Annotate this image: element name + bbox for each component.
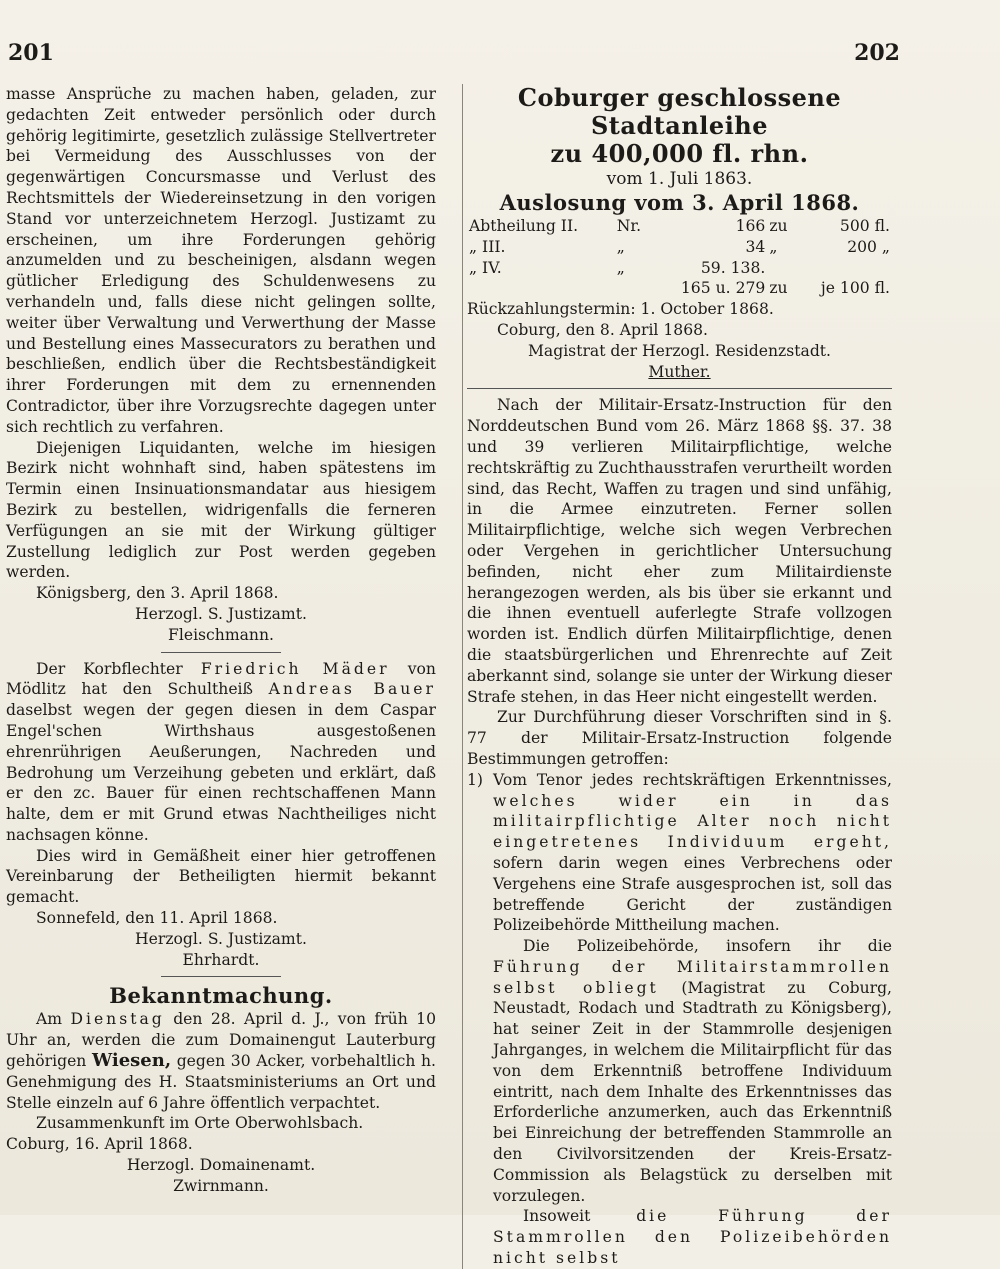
divider [467, 388, 892, 389]
lease-heading: Bekanntmachung. [109, 983, 333, 1009]
person-name-bauer: Andreas Bauer [268, 680, 436, 699]
lease-authority: Herzogl. Domainenamt. [126, 1156, 316, 1175]
concurs-paragraph-2: Diejenigen Liquidanten, welche im hiesigen Bezirk nicht wohnhaft sind, haben spätestens im Termin einen Insinuationsmandatar aus hiesigem Bezirk zu bestellen, widrigenfalls die ferneren Verfügungen an sie mit der Wirkung gültiger Zustellung lediglich zur Post werden gegeben werden. [6, 438, 436, 582]
loan-place-date: Coburg, den 8. April 1868. [497, 320, 709, 339]
military-paragraph-2: Zur Durchführung dieser Vorschriften sind in §. 77 der Militair-Ersatz-Instruction folgende Bestimmungen getroffen: [467, 708, 892, 768]
cell-number: 166 [735, 217, 766, 235]
concurs-notice [6, 84, 436, 646]
loan-title-line-2: zu 400,000 fl. rhn. [550, 139, 809, 168]
apology-paragraph-1: Der Korbflechter Friedrich Mäder von Mödlitz hat den Schultheiß Andreas Bauer daselbst wegen der gegen diesen in dem Caspar Engel'schen Wirthshaus ausgestoßenen ehrenrührigen Aeußerungen, Nachreden und Bedrohung um Verzeihung gebeten und erklärt, daß er den zc. Bauer für einen rechtschaffenen Mann halte, dem er mit Grund etwas Nachtheiliges nicht nachsagen könne. [6, 659, 436, 844]
cell-amount: 200 „ [847, 237, 890, 256]
military-notice [467, 395, 892, 1268]
table-row [467, 278, 892, 299]
cell-nr: „ [616, 237, 625, 256]
person-name-maeder: Friedrich Mäder [200, 659, 390, 678]
lease-place-date: Coburg, 16. April 1868. [6, 1135, 193, 1154]
cell-label: „ III. [469, 237, 506, 256]
table-row [467, 258, 892, 279]
cell-number: 165 u. 279 [680, 279, 766, 298]
concurs-place-date: Königsberg, den 3. April 1868. [36, 584, 279, 603]
cell-label: „ IV. [469, 258, 502, 277]
table-row [467, 237, 892, 258]
military-paragraph-1: Nach der Militair-Ersatz-Instruction für den Norddeutschen Bund vom 26. März 1868 §§. 37. 38 und 39 verlieren Militairpflichtige, welche rechtskräftig zu Zuchthausstrafen verurtheilt worden sind, das Recht, Waffen zu tragen und sind unfähig, in die Armee einzutreten. Ferner sollen Militairpflichtige, welche sich wegen Verbrechen oder Vergehen in gerichtlicher Untersuchung befinden, nicht eher zum Militairdienste herangezogen werden, als bis über sie erkannt und die ihnen eventuell auferlegte Strafe vollzogen worden ist. Endlich dürfen Militairpflichtige, denen die staatsbürgerlichen und Ehrenrechte auf Zeit aberkannt sind, solange sie unter der Wirkung dieser Strafe stehen, in das Heer nicht eingestellt werden. [467, 396, 892, 706]
loan-subtitle: vom 1. Juli 1863. [606, 169, 753, 189]
lease-paragraph-1: Am Dienstag den 28. April d. J., von früh 10 Uhr an, werden die zum Domainengut Lauterburg gehörigen Wiesen, gegen 30 Acker, vorbehaltlich h. Genehmigung des H. Staatsministeriums an Ort und Stelle einzeln auf 6 Jahre öffentlich verpachtet. [6, 1010, 436, 1112]
concurs-paragraph-1: masse Ansprüche zu machen haben, geladen, zur gedachten Zeit entweder persönlich oder durch gehörig legitimirte, gesetzlich zulässige Stellvertreter bei Vermeidung des Ausschlusses von der gegenwärtigen Concursmasse und Verlust des Rechtsmittels der Wiedereinsetzung in den vorigen Stand vor unterzeichnetem Herzogl. Justizamt zu erscheinen, um ihre Forderungen gehörig anzumelden und zu bescheinigen, alsdann wegen gütlicher Erledigung des Schuldenwesens zu verhandeln und, falls diese nicht gelingen sollte, weiter über Verwaltung und Verwerthung der Masse und Bestellung eines Massecurators zu berathen und beschließen, endlich über die Rechtsbeständigkeit ihrer Forderungen mit dem zu ernennenden Contradictor, über ihre Vorzugsrechte dagegen unter sich rechtlich zu verfahren. [6, 85, 436, 436]
cell-nr: Nr. [616, 217, 642, 235]
divider [161, 652, 281, 653]
loan-signer: Muther. [648, 362, 711, 381]
apology-place-date: Sonnefeld, den 11. April 1868. [36, 909, 278, 928]
lease-paragraph-2: Zusammenkunft im Orte Oberwohlsbach. [36, 1114, 364, 1133]
apology-paragraph-2: Dies wird in Gemäßheit einer hier getroffenen Vereinbarung der Betheiligten hiermit bekannt gemacht. [6, 846, 436, 907]
cell-label: Abtheilung II. [469, 217, 579, 235]
cell-zu: zu [769, 279, 788, 298]
left-column [6, 84, 436, 1197]
wiesen-emphasis: Wiesen, [91, 1050, 172, 1072]
loan-title-line-1: Coburger geschlossene Stadtanleihe [517, 83, 842, 140]
loan-authority: Magistrat der Herzogl. Residenzstadt. [527, 341, 832, 360]
cell-zu [767, 258, 796, 279]
page-number-right: 202 [854, 40, 900, 66]
loan-notice [467, 84, 892, 382]
lease-notice [6, 983, 436, 1196]
apology-authority: Herzogl. S. Justizamt. [135, 929, 307, 948]
cell-amount: je 100 fl. [820, 279, 890, 298]
lease-signer: Zwirnmann. [173, 1176, 269, 1195]
cell-zu: zu [769, 217, 788, 235]
list-item [467, 770, 892, 1269]
list-item-number: 1) [467, 770, 484, 789]
concurs-signer: Fleischmann. [168, 625, 274, 644]
divider [161, 976, 281, 977]
apology-notice [6, 659, 436, 971]
cell-amount: 500 fl. [839, 217, 890, 235]
page-number-left: 201 [8, 40, 54, 66]
repayment-date: Rückzahlungstermin: 1. October 1868. [467, 300, 774, 319]
item-paragraph-1: Vom Tenor jedes rechtskräftigen Erkenntnisses, welches wider ein in das militairpflichtige Alter noch nicht eingetretenes Individuum ergeht, sofern darin wegen eines Verbrechens oder Vergehens eine Strafe ausgesprochen ist, soll das betreffende Gericht der zuständigen Polizeibehörde Mittheilung machen. [493, 770, 892, 935]
table-row [467, 216, 892, 237]
cell-label [467, 278, 615, 299]
cell-nr [615, 278, 652, 299]
item-paragraph-3: Insoweit die Führung der Stammrollen den Polizeibehörden nicht selbst [493, 1207, 892, 1268]
cell-number: 34 [745, 237, 766, 256]
cell-nr: „ [616, 258, 625, 277]
cell-amount [796, 258, 892, 279]
loan-drawing-heading: Auslosung vom 3. April 1868. [499, 190, 860, 215]
right-column [462, 84, 892, 1269]
drawing-table [467, 216, 892, 299]
cell-zu: „ [769, 237, 778, 256]
concurs-authority: Herzogl. S. Justizamt. [135, 604, 307, 623]
item-paragraph-2: Die Polizeibehörde, insofern ihr die Führung der Militairstammrollen selbst obliegt (Magistrat zu Coburg, Neustadt, Rodach und Stadtrath zu Königsberg), hat seiner Zeit in der Stammrolle desjenigen Jahrganges, in welchem die Militairpflicht für das von dem Erkenntniß betroffene Individuum eintritt, nach dem Inhalte des Erkenntnisses das Erforderliche anzumerken, auch das Erkenntniß bei Einreichung der betreffenden Stammrolle an den Civilvorsitzenden der Kreis-Ersatz-Commission als Belagstück zu derselben mit vorzulegen. [493, 937, 893, 1205]
apology-signer: Ehrhardt. [182, 950, 260, 969]
cell-number: 59. 138. [700, 258, 766, 277]
